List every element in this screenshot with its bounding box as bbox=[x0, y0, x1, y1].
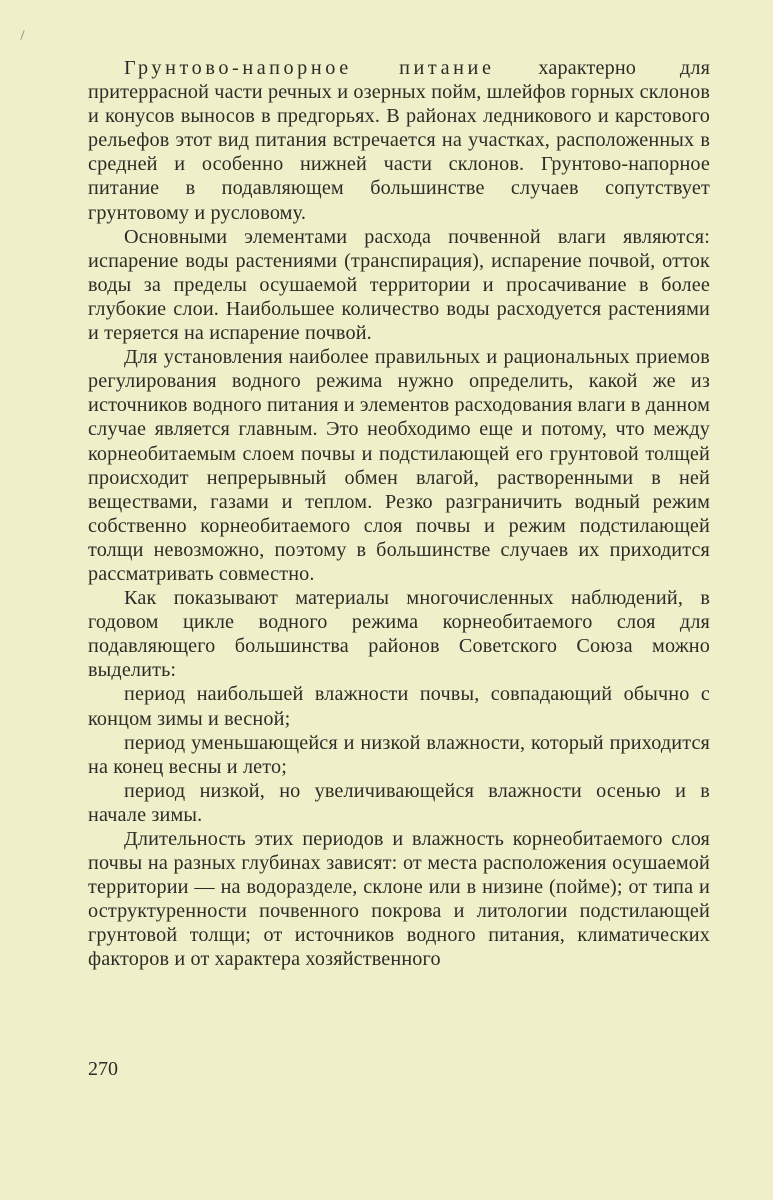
page-number: 270 bbox=[88, 1058, 118, 1080]
list-item-period-1: период наибольшей влажности почвы, совпадающий обычно с концом зимы и весной; bbox=[88, 683, 710, 730]
list-item-period-3: период низкой, но увеличивающейся влажности осенью и в начале зимы. bbox=[88, 779, 710, 826]
list-item-period-2: период уменьшающейся и низкой влажности, который приходится на конец весны и лето; bbox=[88, 731, 710, 778]
term-heading: Грунтово-напорное питание bbox=[124, 57, 495, 79]
paragraph-3: Для установления наиболее правильных и рациональных приемов регулирования водного режима нужно определить, какой же из источников водного питания и элементов расходования влаги в данном случае является главным. Это необходимо еще и потому, что между корнеобитаемым слоем почвы и подстилающей его грунтовой толщей происходит непрерывный обмен влагой, растворенными в ней веществами, газами и теплом. Резко разграничить водный режим собственно корнеобитаемого слоя почвы и режим подстилающей толщи невозможно, поэтому в большинстве случаев их приходится рассматривать совместно. bbox=[88, 346, 710, 585]
paragraph-1-text: характерно для притеррасной части речных и озерных пойм, шлейфов горных склонов и конусов выносов в предгорьях. В районах ледникового и карстового рельефов этот вид питания встречается на участках, расположенных в средней и особенно нижней части склонов. Грунтово-напорное питание в подавляющем большинстве случаев сопутствует грунтовому и русловому. bbox=[88, 57, 711, 224]
paragraph-2: Основными элементами расхода почвенной влаги являются: испарение воды растениями (транспирация), испарение почвой, отток воды за пределы осушаемой территории и просачивание в более глубокие слои. Наибольшее количество воды расходуется растениями и теряется на испарение почвой. bbox=[88, 225, 710, 345]
page-body bbox=[88, 56, 710, 972]
margin-mark bbox=[20, 30, 24, 40]
paragraph-5: Длительность этих периодов и влажность корнеобитаемого слоя почвы на разных глубинах зависят: от места расположения осушаемой территории — на водоразделе, склоне или в низине (пойме); от типа и оструктуренности почвенного покрова и литологии подстилающей грунтовой толщи; от источников водного питания, климатических факторов и от характера хозяйственного bbox=[88, 828, 710, 971]
paragraph-4: Как показывают материалы многочисленных наблюдений, в годовом цикле водного режима корнеобитаемого слоя для подавляющего большинства районов Советского Союза можно выделить: bbox=[88, 587, 710, 682]
paragraph-1 bbox=[88, 56, 710, 225]
